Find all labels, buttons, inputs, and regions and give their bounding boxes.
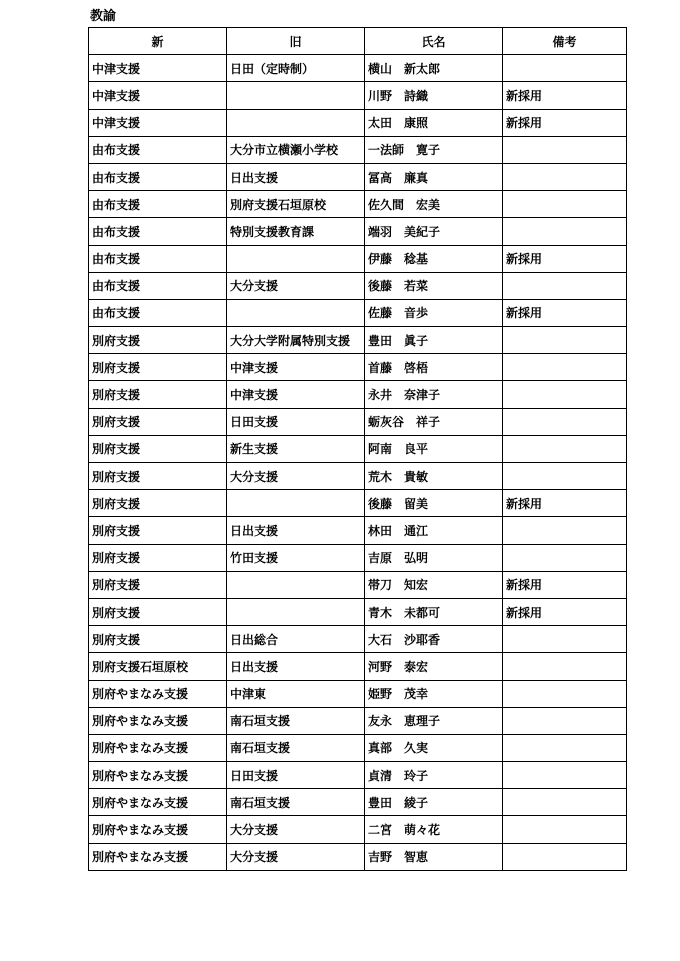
cell-old-school: 日田支援: [227, 762, 365, 789]
cell-name: 吉原 弘明: [365, 544, 503, 571]
cell-old-school: 大分支援: [227, 463, 365, 490]
cell-note: 新採用: [503, 109, 627, 136]
table-row: [89, 598, 627, 625]
table-row: [89, 843, 627, 870]
table-row: [89, 163, 627, 190]
cell-name: 大石 沙耶香: [365, 626, 503, 653]
cell-new-school: 別府やまなみ支援: [89, 816, 227, 843]
column-header-old: 旧: [227, 28, 365, 55]
column-header-note: 備考: [503, 28, 627, 55]
cell-old-school: 日田（定時制）: [227, 55, 365, 82]
cell-name: 二宮 萌々花: [365, 816, 503, 843]
cell-new-school: 別府支援: [89, 435, 227, 462]
cell-note: [503, 136, 627, 163]
cell-old-school: 中津支援: [227, 381, 365, 408]
cell-note: [503, 734, 627, 761]
cell-old-school: 大分支援: [227, 843, 365, 870]
cell-name: 横山 新太郎: [365, 55, 503, 82]
cell-note: [503, 762, 627, 789]
cell-old-school: 日出支援: [227, 163, 365, 190]
cell-old-school: 大分市立横瀬小学校: [227, 136, 365, 163]
cell-name: 豊田 眞子: [365, 327, 503, 354]
cell-old-school: [227, 245, 365, 272]
table-row: [89, 55, 627, 82]
cell-old-school: 別府支援石垣原校: [227, 191, 365, 218]
cell-note: 新採用: [503, 571, 627, 598]
personnel-table: [88, 27, 627, 871]
table-row: [89, 789, 627, 816]
cell-old-school: 日出支援: [227, 517, 365, 544]
table-row: [89, 544, 627, 571]
cell-name: 真部 久実: [365, 734, 503, 761]
table-row: [89, 680, 627, 707]
cell-new-school: 別府やまなみ支援: [89, 707, 227, 734]
cell-new-school: 由布支援: [89, 136, 227, 163]
table-row: [89, 626, 627, 653]
table-body: [89, 55, 627, 871]
cell-new-school: 由布支援: [89, 218, 227, 245]
cell-note: [503, 626, 627, 653]
cell-old-school: 日出支援: [227, 653, 365, 680]
column-header-name: 氏名: [365, 28, 503, 55]
cell-old-school: 大分支援: [227, 816, 365, 843]
cell-new-school: 別府やまなみ支援: [89, 789, 227, 816]
cell-note: 新採用: [503, 490, 627, 517]
cell-old-school: 中津東: [227, 680, 365, 707]
table-row: [89, 381, 627, 408]
table-row: [89, 653, 627, 680]
table-row: [89, 218, 627, 245]
cell-new-school: 別府支援: [89, 544, 227, 571]
cell-old-school: 日田支援: [227, 408, 365, 435]
cell-old-school: 日出総合: [227, 626, 365, 653]
table-row: [89, 191, 627, 218]
cell-new-school: 別府やまなみ支援: [89, 734, 227, 761]
cell-note: [503, 272, 627, 299]
table-row: [89, 272, 627, 299]
cell-note: [503, 789, 627, 816]
table-row: [89, 354, 627, 381]
cell-note: [503, 517, 627, 544]
cell-name: 一法師 寛子: [365, 136, 503, 163]
cell-new-school: 由布支援: [89, 163, 227, 190]
table-row: [89, 707, 627, 734]
cell-name: 豊田 綾子: [365, 789, 503, 816]
cell-new-school: 別府支援: [89, 517, 227, 544]
cell-note: 新採用: [503, 299, 627, 326]
cell-name: 首藤 啓梧: [365, 354, 503, 381]
table-row: [89, 571, 627, 598]
table-row: [89, 490, 627, 517]
table-row: [89, 734, 627, 761]
cell-name: 荒木 貴敏: [365, 463, 503, 490]
cell-name: 佐久間 宏美: [365, 191, 503, 218]
cell-name: 冨高 廉真: [365, 163, 503, 190]
cell-old-school: 南石垣支援: [227, 707, 365, 734]
cell-new-school: 由布支援: [89, 299, 227, 326]
cell-name: 友永 恵理子: [365, 707, 503, 734]
page-title: 教諭: [90, 9, 117, 24]
cell-old-school: [227, 598, 365, 625]
cell-old-school: 南石垣支援: [227, 789, 365, 816]
cell-new-school: 別府支援: [89, 598, 227, 625]
cell-name: 蛎灰谷 祥子: [365, 408, 503, 435]
cell-note: [503, 163, 627, 190]
cell-note: [503, 408, 627, 435]
table-row: [89, 82, 627, 109]
cell-note: [503, 218, 627, 245]
cell-note: [503, 680, 627, 707]
cell-new-school: 別府やまなみ支援: [89, 762, 227, 789]
cell-name: 伊藤 稔基: [365, 245, 503, 272]
table-row: [89, 762, 627, 789]
table-header-row: [89, 28, 627, 55]
cell-new-school: 別府支援: [89, 408, 227, 435]
cell-old-school: 中津支援: [227, 354, 365, 381]
cell-note: 新採用: [503, 598, 627, 625]
cell-new-school: 別府支援石垣原校: [89, 653, 227, 680]
cell-note: [503, 544, 627, 571]
cell-old-school: 新生支援: [227, 435, 365, 462]
cell-old-school: [227, 109, 365, 136]
cell-name: 姫野 茂幸: [365, 680, 503, 707]
cell-name: 後藤 若菜: [365, 272, 503, 299]
cell-new-school: 中津支援: [89, 82, 227, 109]
cell-note: [503, 653, 627, 680]
cell-name: 太田 康照: [365, 109, 503, 136]
cell-name: 貞清 玲子: [365, 762, 503, 789]
table-row: [89, 327, 627, 354]
cell-old-school: 特別支援教育課: [227, 218, 365, 245]
cell-name: 阿南 良平: [365, 435, 503, 462]
cell-new-school: 別府支援: [89, 327, 227, 354]
cell-new-school: 別府やまなみ支援: [89, 680, 227, 707]
cell-note: [503, 327, 627, 354]
table-row: [89, 463, 627, 490]
cell-old-school: 南石垣支援: [227, 734, 365, 761]
cell-new-school: 由布支援: [89, 245, 227, 272]
cell-new-school: 別府支援: [89, 490, 227, 517]
cell-note: [503, 354, 627, 381]
cell-old-school: 大分支援: [227, 272, 365, 299]
cell-note: [503, 55, 627, 82]
cell-new-school: 中津支援: [89, 109, 227, 136]
cell-note: [503, 463, 627, 490]
cell-new-school: 別府支援: [89, 354, 227, 381]
cell-new-school: 別府支援: [89, 626, 227, 653]
table-row: [89, 816, 627, 843]
cell-new-school: 別府支援: [89, 463, 227, 490]
cell-name: 川野 詩織: [365, 82, 503, 109]
column-header-new: 新: [89, 28, 227, 55]
cell-name: 端羽 美紀子: [365, 218, 503, 245]
cell-old-school: [227, 299, 365, 326]
cell-name: 吉野 智恵: [365, 843, 503, 870]
cell-name: 林田 通江: [365, 517, 503, 544]
cell-old-school: 竹田支援: [227, 544, 365, 571]
cell-old-school: 大分大学附属特別支援: [227, 327, 365, 354]
cell-new-school: 別府支援: [89, 381, 227, 408]
cell-note: [503, 191, 627, 218]
table-row: [89, 299, 627, 326]
cell-name: 後藤 留美: [365, 490, 503, 517]
table-row: [89, 245, 627, 272]
cell-note: [503, 707, 627, 734]
cell-old-school: [227, 82, 365, 109]
cell-old-school: [227, 490, 365, 517]
cell-note: [503, 435, 627, 462]
cell-name: 青木 未都可: [365, 598, 503, 625]
cell-new-school: 由布支援: [89, 272, 227, 299]
cell-note: [503, 843, 627, 870]
cell-name: 永井 奈津子: [365, 381, 503, 408]
cell-note: [503, 816, 627, 843]
cell-name: 河野 泰宏: [365, 653, 503, 680]
table-row: [89, 136, 627, 163]
cell-name: 佐藤 音歩: [365, 299, 503, 326]
cell-new-school: 別府支援: [89, 571, 227, 598]
cell-note: [503, 381, 627, 408]
table-row: [89, 517, 627, 544]
cell-new-school: 由布支援: [89, 191, 227, 218]
cell-note: 新採用: [503, 245, 627, 272]
table-row: [89, 408, 627, 435]
cell-new-school: 中津支援: [89, 55, 227, 82]
cell-name: 帯刀 知宏: [365, 571, 503, 598]
table-row: [89, 435, 627, 462]
cell-old-school: [227, 571, 365, 598]
cell-new-school: 別府やまなみ支援: [89, 843, 227, 870]
cell-note: 新採用: [503, 82, 627, 109]
table-row: [89, 109, 627, 136]
